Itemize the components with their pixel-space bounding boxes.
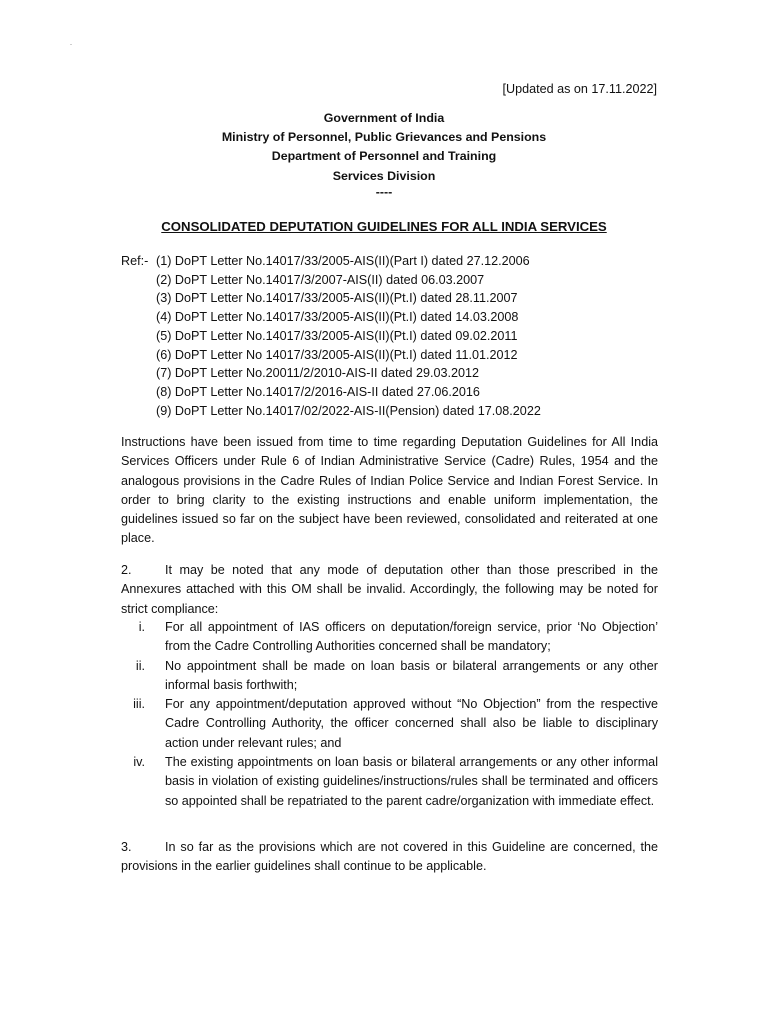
list-item bbox=[121, 657, 658, 696]
intro-paragraph: Instructions have been issued from time to time regarding Deputation Guidelines for All India Services Officers under Rule 6 of Indian Administrative Service (Cadre) Rules, 1954 and the analogous provisions in the Cadre Rules of Indian Police Service and Indian Forest Service. In order to bring clarity to the existing instructions and enable uniform implementation, the guidelines issued so far on the subject have been reviewed, consolidated and reiterated at one place. bbox=[121, 435, 658, 546]
paragraph-2 bbox=[121, 561, 658, 619]
list-item bbox=[121, 753, 658, 811]
header-line-government: Government of India bbox=[323, 111, 445, 125]
list-numeral: i. bbox=[138, 620, 145, 634]
list-item-text: For all appointment of IAS officers on deputation/foreign service, prior ‘No Objection’ from the Cadre Controlling Authorities concerned shall be mandatory; bbox=[165, 620, 658, 654]
reference-label: Ref:- bbox=[121, 254, 149, 268]
reference-list bbox=[121, 252, 681, 420]
reference-item: (6) DoPT Letter No 14017/33/2005-AIS(II)(Pt.I) dated 11.01.2012 bbox=[156, 347, 518, 362]
header-line-division: Services Division bbox=[332, 168, 436, 183]
paragraph-number: 3. bbox=[121, 840, 132, 854]
document-title: CONSOLIDATED DEPUTATION GUIDELINES FOR ALL INDIA SERVICES bbox=[161, 219, 607, 234]
list-numeral: ii. bbox=[135, 658, 145, 673]
reference-item: Ref:- (1) DoPT Letter No.14017/33/2005-AIS(II)(Part I) dated 27.12.2006 bbox=[121, 252, 681, 271]
reference-item: (8) DoPT Letter No.14017/2/2016-AIS-II dated 27.06.2016 bbox=[156, 384, 480, 399]
list-numeral: iii. bbox=[133, 697, 145, 712]
paragraph-3 bbox=[121, 838, 658, 877]
reference-item: (7) DoPT Letter No.20011/2/2010-AIS-II dated 29.03.2012 bbox=[156, 366, 479, 381]
header-line-ministry: Ministry of Personnel, Public Grievances and Pensions bbox=[221, 130, 547, 145]
list-numeral: iv. bbox=[133, 755, 145, 770]
reference-item: (4) DoPT Letter No.14017/33/2005-AIS(II)(Pt.I) dated 14.03.2008 bbox=[156, 310, 519, 325]
updated-note: [Updated as on 17.11.2022] bbox=[502, 82, 657, 96]
compliance-list bbox=[121, 618, 658, 811]
reference-item: (5) DoPT Letter No.14017/33/2005-AIS(II)(Pt.I) dated 09.02.2011 bbox=[156, 328, 518, 343]
paragraph-text: It may be noted that any mode of deputation other than those prescribed in the Annexures attached with this OM shall be invalid. Accordingly, the following may be noted for strict compliance: bbox=[121, 563, 658, 616]
list-item-text: For any appointment/deputation approved without “No Objection” from the respective Cadre Controlling Authority, the officer concerned shall also be liable to disciplinary action under relevant rules; and bbox=[165, 697, 658, 750]
reference-item: (2) DoPT Letter No.14017/3/2007-AIS(II) dated 06.03.2007 bbox=[156, 272, 485, 287]
paragraph-text: In so far as the provisions which are not covered in this Guideline are concerned, the provisions in the earlier guidelines shall continue to be applicable. bbox=[121, 840, 658, 874]
list-item bbox=[121, 695, 658, 753]
list-item-text: No appointment shall be made on loan basis or bilateral arrangements or any other informal basis forthwith; bbox=[165, 658, 658, 692]
reference-item: (9) DoPT Letter No.14017/02/2022-AIS-II(Pension) dated 17.08.2022 bbox=[156, 403, 541, 418]
issuing-authority-header bbox=[0, 109, 768, 198]
header-line-department: Department of Personnel and Training bbox=[271, 149, 497, 164]
reference-item: (3) DoPT Letter No.14017/33/2005-AIS(II)(Pt.I) dated 28.11.2007 bbox=[156, 291, 518, 306]
header-separator: ---- bbox=[375, 184, 393, 199]
scan-speck bbox=[70, 44, 72, 45]
list-item bbox=[121, 618, 658, 657]
list-item-text: The existing appointments on loan basis or bilateral arrangements or any other informal basis in violation of existing guidelines/instructions/rules shall be terminated and officers so appointed shall be repatriated to the parent cadre/organization with immediate effect. bbox=[165, 755, 658, 808]
paragraph-number: 2. bbox=[121, 563, 132, 577]
